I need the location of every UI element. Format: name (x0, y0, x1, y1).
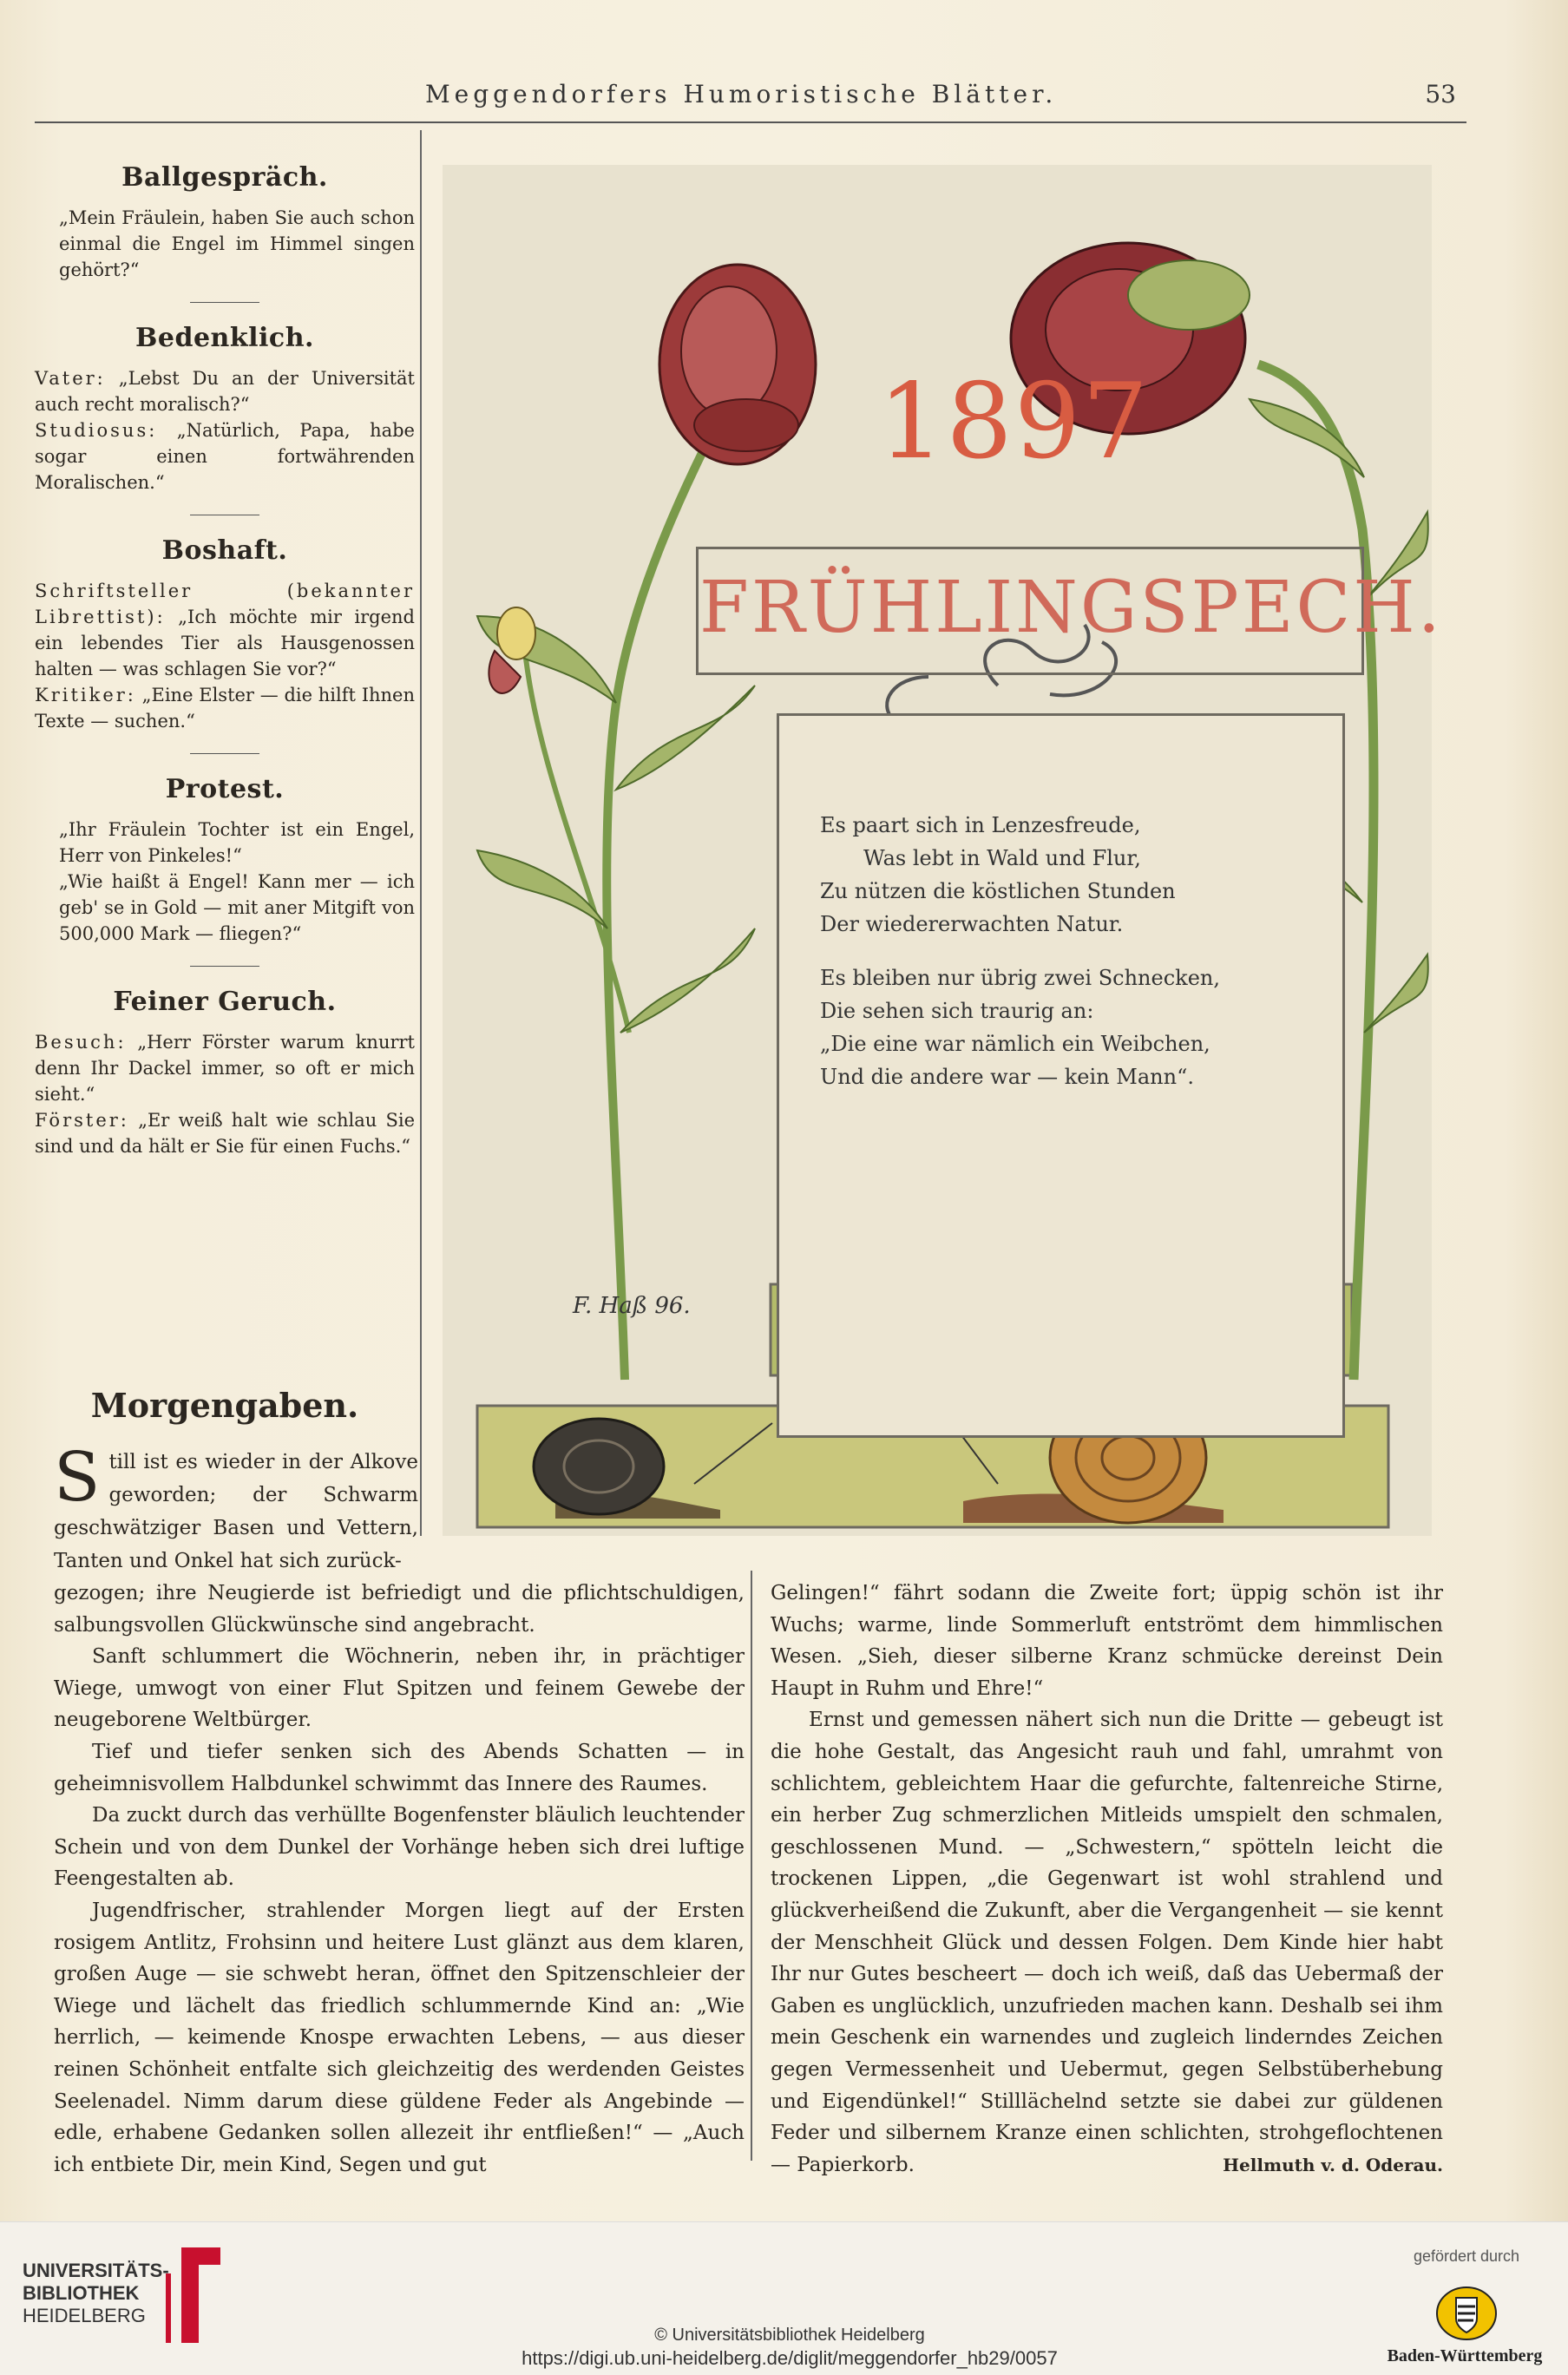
dialog-line (35, 578, 415, 682)
joke-boshaft (35, 535, 415, 754)
dialog-line (35, 365, 415, 417)
story-paragraph-text: Ernst und gemessen nähert sich nun die Dritte — gebeugt ist die hohe Gestalt, das Angesicht rauh und fahl, umrahmt von schlichtem, gebleichtem Haar die gefurchte, faltenreiche Stirne, ein herber Zug schmerzlichen Mitleids umspielt den schmalen, geschlossenen Mund. — „Schwestern,“ spötteln leicht die trockenen Lippen, „die Gegenwart ist wohl strahlend und glückverheißend die Zukunft, aber die Vergangenheit — sie kennt der Menschheit Glück und dessen Folgen. Dem Kinde hier habt Ihr nur Gutes bescheert — doch ich weiß, daß das Uebermaß der Gaben es unglücklich, unzufrieden machen kann. Deshalb sei ihm mein Geschenk ein warnendes und zugleich linderndes Zeichen gegen Vermessenheit und Uebermut, gegen Selbstüberhebung und Eigendünkel!“ Stilllächelnd setzte sie dabei zur güldenen Feder und silbernem Kranze einen schlichten, strohgeflochtenen — Papierkorb. (771, 1709, 1443, 2176)
story-paragraph: gezogen; ihre Neugierde ist befriedigt und die pflichtschuldigen, salbungsvollen Glückwünsche sind angebracht. (54, 1582, 745, 1637)
joke-title: Ballgespräch. (121, 162, 328, 193)
poem-line: Der wiedererwachten Natur. (820, 912, 1124, 936)
story-right-column (771, 1578, 1443, 2181)
dialog-text: „Eine Elster — die hilft Ihnen Texte — suchen.“ (35, 685, 415, 732)
divider (190, 753, 259, 754)
joke-title: Feiner Geruch. (113, 987, 337, 1017)
author-signature: Hellmuth v. d. Oderau. (1223, 2154, 1443, 2175)
joke-title: Boshaft. (161, 535, 288, 566)
story-column-rule (751, 1571, 752, 2161)
speaker: Besuch: (35, 1032, 127, 1053)
library-name (23, 2260, 169, 2355)
story-paragraph: Sanft schlummert die Wöchnerin, neben ihr, in prächtiger Wiege, umwogt von einer Flut Spitzen und feinem Gewebe der neugeborene Weltbürger. (54, 1645, 745, 1732)
joke-protest (35, 774, 415, 967)
coat-of-arms-icon[interactable] (1432, 2284, 1501, 2343)
poem-text (820, 809, 1289, 1114)
joke-text: „Wie haißt ä Engel! Kann mer — ich geb' se in Gold — mit aner Mitgift von 500,000 Mark — fliegen?“ (59, 871, 415, 944)
poem-line: Zu nützen die köstlichen Stunden (820, 879, 1176, 903)
joke-text: „Mein Fräulein, haben Sie auch schon einmal die Engel im Himmel singen gehört?“ (59, 207, 415, 280)
left-peony (659, 265, 816, 464)
joke-feiner-geruch (35, 989, 415, 1159)
story-paragraph: Da zuckt durch das verhüllte Bogenfenster bläulich leuchtender Schein und von dem Dunkel der Vorhänge heben sich drei luftige Feengestalten ab. (54, 1804, 745, 1891)
poem-title: FRÜHLINGSPECH. (699, 567, 1443, 649)
poem-line: Die sehen sich traurig an: (820, 999, 1094, 1023)
dialog-text: „Lebst Du an der Universität auch recht moralisch?“ (35, 368, 415, 415)
sponsor-name: Baden-Württemberg (1387, 2346, 1543, 2365)
divider (190, 302, 259, 303)
sponsor-label: gefördert durch (1413, 2247, 1520, 2265)
source-url-link[interactable]: https://digi.ub.uni-heidelberg.de/diglit/meggendorfer_hb29/0057 (522, 2347, 1058, 2369)
poem-line: Und die andere war — kein Mann“. (820, 1065, 1194, 1089)
artist-signature: F. Haß 96. (573, 1293, 691, 1319)
joke-title: Protest. (165, 774, 285, 804)
poem-line: Was lebt in Wald und Flur, (863, 846, 1141, 870)
dialog-line (35, 1107, 415, 1159)
page-number: 53 (1425, 80, 1456, 108)
joke-text: „Ihr Fräulein Tochter ist ein Engel, Herr von Pinkeles!“ (59, 819, 415, 866)
joke-ballgespraech (35, 162, 415, 303)
illustration-fruehlingspech (443, 165, 1443, 1536)
divider (190, 966, 259, 967)
story-paragraph: Tief und tiefer senken sich des Abends Schatten — in geheimnisvollem Halbdunkel schwimmt das Innere des Raumes. (54, 1740, 745, 1795)
dialog-line (35, 682, 415, 734)
poem-line: Es bleiben nur übrig zwei Schnecken, (820, 966, 1220, 990)
dialog-text: „Ich möchte mir irgend ein lebendes Tier als Hausgenossen halten — was schlagen Sie vor?“ (35, 607, 415, 679)
poem-line: Es paart sich in Lenzesfreude, (820, 813, 1141, 837)
story-paragraph: Jugendfrischer, strahlender Morgen liegt auf der Ersten rosigem Antlitz, Frohsinn und heitere Lust glänzt aus dem klaren, großen Auge — sie schwebt heran, öffnet den Spitzenschleier der Wiege und lächelt das friedlich schlummernde Kind an: „Wie herrlich, — keimende Knospe erwachten Lebens, — aus dieser reinen Schönheit entfalte sich gleichzeitig des werdenden Geistes Seelenadel. Nimm darum diese güldene Feder als Angebinde — edle, erhabene Gedanken sollen allezeit ihr entfließen!“ — „Auch ich entbiete Dir, mein Kind, Segen und gut (54, 1899, 745, 2176)
library-line: UNIVERSITÄTS- (23, 2260, 169, 2281)
joke-title: Bedenklich. (135, 323, 314, 353)
jokes-column (35, 162, 415, 1177)
column-rule (420, 130, 422, 1536)
poem-line: „Die eine war nämlich ein Weibchen, (820, 1032, 1210, 1056)
speaker: Studiosus: (35, 420, 158, 441)
dialog-line (35, 417, 415, 495)
dialog-text: „Er weiß halt wie schlau Sie sind und da hält er Sie für einen Fuchs.“ (35, 1110, 415, 1157)
header-rule (35, 121, 1466, 123)
poem-stanza (820, 961, 1289, 1093)
story-title: Morgengaben. (90, 1386, 359, 1425)
speaker: Kritiker: (35, 685, 136, 705)
speaker: Schriftsteller (bekannter Librettist): (35, 581, 415, 627)
copyright-notice: © Universitätsbibliothek Heidelberg (654, 2326, 925, 2345)
joke-bedenklich (35, 325, 415, 515)
dialog-line (35, 1029, 415, 1107)
drop-cap: S (54, 1439, 101, 1517)
story-paragraph (771, 1704, 1443, 2181)
year-heading: 1897 (878, 362, 1151, 482)
dialog-text: „Herr Förster warum knurrt denn Ihr Dackel immer, so oft er mich sieht.“ (35, 1032, 415, 1105)
speaker: Vater: (35, 368, 106, 389)
story-left-column (54, 1578, 745, 2181)
library-line: HEIDELBERG (23, 2305, 146, 2326)
story-lead (54, 1439, 418, 1578)
library-line: BIBLIOTHEK (23, 2282, 140, 2304)
running-title: Meggendorfers Humoristische Blätter. (425, 80, 1058, 108)
speaker: Förster: (35, 1110, 129, 1131)
dialog-text: „Natürlich, Papa, habe sogar einen fortwährenden Moralischen.“ (35, 420, 415, 493)
lead-text: till ist es wieder in der Alkove geworden; der Schwarm geschwätziger Basen und Vettern, Tanten und Onkel hat sich zurück- (54, 1451, 418, 1572)
story-paragraph: Gelingen!“ fährt sodann die Zweite fort; üppig schön ist ihr Wuchs; warme, linde Sommerluft entströmt dem himmlischen Wesen. „Sieh, dieser silberne Kranz schmücke dereinst Dein Haupt in Ruhm und Ehre!“ (771, 1582, 1443, 1700)
poem-stanza (820, 809, 1289, 941)
